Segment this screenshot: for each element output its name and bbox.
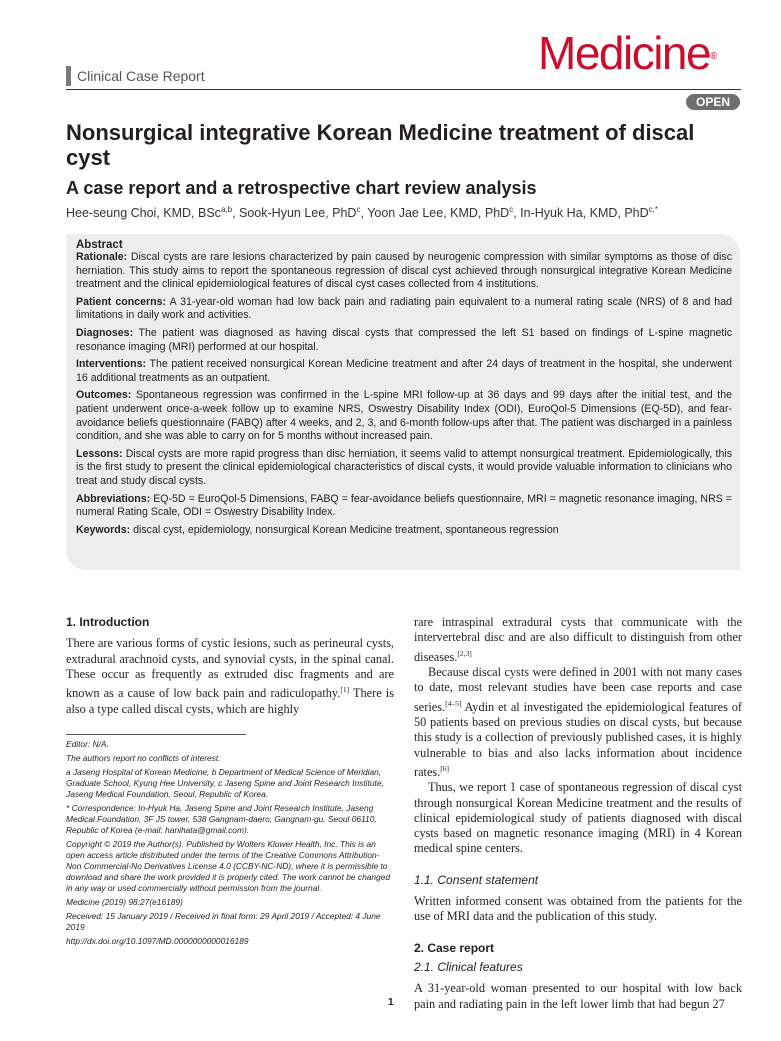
intro-continued-paragraph: rare intraspinal extradural cysts that communicate with the intervertebral disc and are also difficult to distinguish from other diseases.[2,3]	[414, 615, 742, 664]
citation-ref[interactable]: [4–5]	[445, 698, 462, 708]
footnote-editor: Editor: N/A.	[66, 739, 109, 749]
footnote-doi[interactable]: http://dx.doi.org/10.1097/MD.0000000000016189	[66, 936, 249, 946]
footnote-correspondence: * Correspondence: In-Hyuk Ha, Jaseng Spine and Joint Research Institute, Jaseng Medical Foundation, 3F JS tower, 538 Gangnam-daero, Gangnam-gu, Seoul 06110, Republic of Korea (e-mail: hanihata@gmail.com).	[66, 803, 377, 835]
author-name: Yoon Jae Lee, KMD, PhD	[367, 206, 510, 221]
introduction-paragraph: There are various forms of cystic lesions, such as perineural cysts, extradural arachnoid cysts, and synovial cysts, in the spinal canal. These occur as frequently as extruded disc fragments and are known as a cause of low back pain and radiculopathy.[1] There is also a type called discal cysts, which are highly	[66, 636, 394, 716]
abstract-rationale: Rationale: Discal cysts are rare lesions characterized by pain caused by neurogenic compression with similar symptoms as those of disc herniation. This study aims to report the spontaneous regression of discal cyst achieved through nonsurgical integrative Korean Medicine treatment and the clinical epidemiological features of discal cyst cases collected from 4 institutions.	[76, 251, 732, 291]
author-name: Sook-Hyun Lee, PhD	[239, 206, 357, 221]
page-number: 1	[388, 997, 394, 1008]
abstract-patient-concerns: Patient concerns: A 31-year-old woman had low back pain and radiating pain equivalent to a numeral rating scale (NRS) of 8 and had limitations in daily work and activities.	[76, 295, 732, 322]
footnote-citation: Medicine (2019) 98:27(e16189)	[66, 897, 183, 907]
article-subtitle: A case report and a retrospective chart review analysis	[66, 178, 537, 198]
abstract-outcomes: Outcomes: Spontaneous regression was confirmed in the L-spine MRI follow-up at 36 days and 99 days after the initial test, and the patient underwent once-a-week follow up to examine NRS, Oswestry Disability Index (ODI), EuroQol-5 Dimensions (EQ-5D), and fear-avoidance beliefs questionnaire (FABQ) after 4 weeks, and 2, 3, and 6-month follow-ups after that. The patient was discharged in a painless condition, and she was able to carry on for 5 months without increased pain.	[76, 389, 732, 443]
abstract-box	[66, 234, 740, 570]
intro-paragraph-3: Thus, we report 1 case of spontaneous regression of discal cyst through nonsurgical Korean Medicine treatment and the results of clinical epidemiological study of patients diagnosed with discal cysts based on magnetic resonance imaging (MRI) in 4 Korean medical spine centers.	[414, 780, 742, 856]
footnotes	[66, 739, 392, 950]
abstract-abbreviations: Abbreviations: EQ-5D = EuroQol-5 Dimensions, FABQ = fear-avoidance beliefs questionnaire, MRI = magnetic resonance imaging, NRS = numeral Rating Scale, ODI = Oswestry Disability Index.	[76, 492, 732, 519]
citation-ref[interactable]: [1]	[340, 685, 350, 695]
footnote-received: Received: 15 January 2019 / Received in final form: 29 April 2019 / Accepted: 4 June 2019	[66, 911, 381, 932]
left-column-body	[66, 615, 394, 717]
author-name: Hee-seung Choi, KMD, BSc	[66, 206, 221, 221]
abstract-diagnoses: Diagnoses: The patient was diagnosed as having discal cysts that compressed the left S1 based on findings of L-spine magnetic resonance imaging (MRI) performed at our hospital.	[76, 326, 732, 353]
footnote-affiliations: a Jaseng Hospital of Korean Medicine, b Department of Medical Science of Meridian, Graduate School, Kyung Hee University, c Jaseng Spine and Joint Research Institute, Jaseng Medical Foundation, Seoul, Republic of Korea.	[66, 767, 384, 799]
consent-paragraph: Written informed consent was obtained from the patients for the use of MRI data and the publication of this study.	[414, 894, 742, 924]
author-list: Hee-seung Choi, KMD, BSc$^{a,b}$, Sook-Hyun Lee, PhD$^c$, Yoon Jae Lee, KMD, PhD$^c$, In-Hyuk Ha, KMD, PhD$^{c,*}$	[66, 205, 658, 221]
footnote-copyright: Copyright © 2019 the Author(s). Published by Wolters Kluwer Health, Inc. This is an open access article distributed under the terms of the Creative Commons Attribution-Non Commercial-No Derivatives License 4.0 (CCBY-NC-ND), where it is permissible to download and share the work provided it is properly cited. The work cannot be changed in any way or used commercially without permission from the journal.	[66, 839, 391, 893]
open-access-badge: OPEN	[686, 94, 740, 110]
abstract-lessons: Lessons: Discal cysts are more rapid progress than disc herniation, it seems valid to attempt nonsurgical treatment. Epidemiologically, this is the first study to present the clinical epidemiological characteristics of discal cysts, it would provide valuable information to clinicians who treat and study discal cysts.	[76, 447, 732, 487]
right-column-body	[414, 615, 742, 1012]
abstract-keywords: Keywords: discal cyst, epidemiology, nonsurgical Korean Medicine treatment, spontaneous regression	[76, 523, 559, 536]
abstract-interventions: Interventions: The patient received nonsurgical Korean Medicine treatment and after 24 days of treatment in the hospital, she underwent 16 additional treatments as an outpatient.	[76, 358, 732, 384]
introduction-heading: 1. Introduction	[66, 615, 150, 629]
footnote-rule	[66, 734, 246, 735]
intro-paragraph-2: Because discal cysts were defined in 2001 with not many cases to date, most relevant studies have been case reports and case series.[4–5] Aydin et al investigated the epidemiological features of 50 patients based on previous studies on discal cysts, but because this study is a collection of previously published cases, it is highly vulnerable to bias and also lacks information about incidence rates.[6]	[414, 664, 742, 779]
case-report-heading: 2. Case report	[414, 940, 495, 955]
article-title: Nonsurgical integrative Korean Medicine treatment of discal cyst	[66, 120, 695, 170]
clinical-features-heading: 2.1. Clinical features	[414, 959, 523, 974]
section-label: Clinical Case Report	[66, 66, 205, 86]
clinical-features-paragraph: A 31-year-old woman presented to our hospital with low back pain and radiating pain in the left lower limb that had begun 27	[414, 981, 742, 1011]
citation-ref[interactable]: [2,3]	[457, 648, 472, 658]
footnote-conflicts: The authors report no conflicts of interest.	[66, 753, 221, 763]
citation-ref[interactable]: [6]	[440, 763, 450, 773]
journal-logo: Medicine®	[538, 27, 718, 79]
consent-heading: 1.1. Consent statement	[414, 872, 539, 887]
author-name: In-Hyuk Ha, KMD, PhD	[520, 206, 649, 221]
header-rule	[66, 89, 741, 90]
abstract-heading: Abstract	[76, 239, 123, 251]
